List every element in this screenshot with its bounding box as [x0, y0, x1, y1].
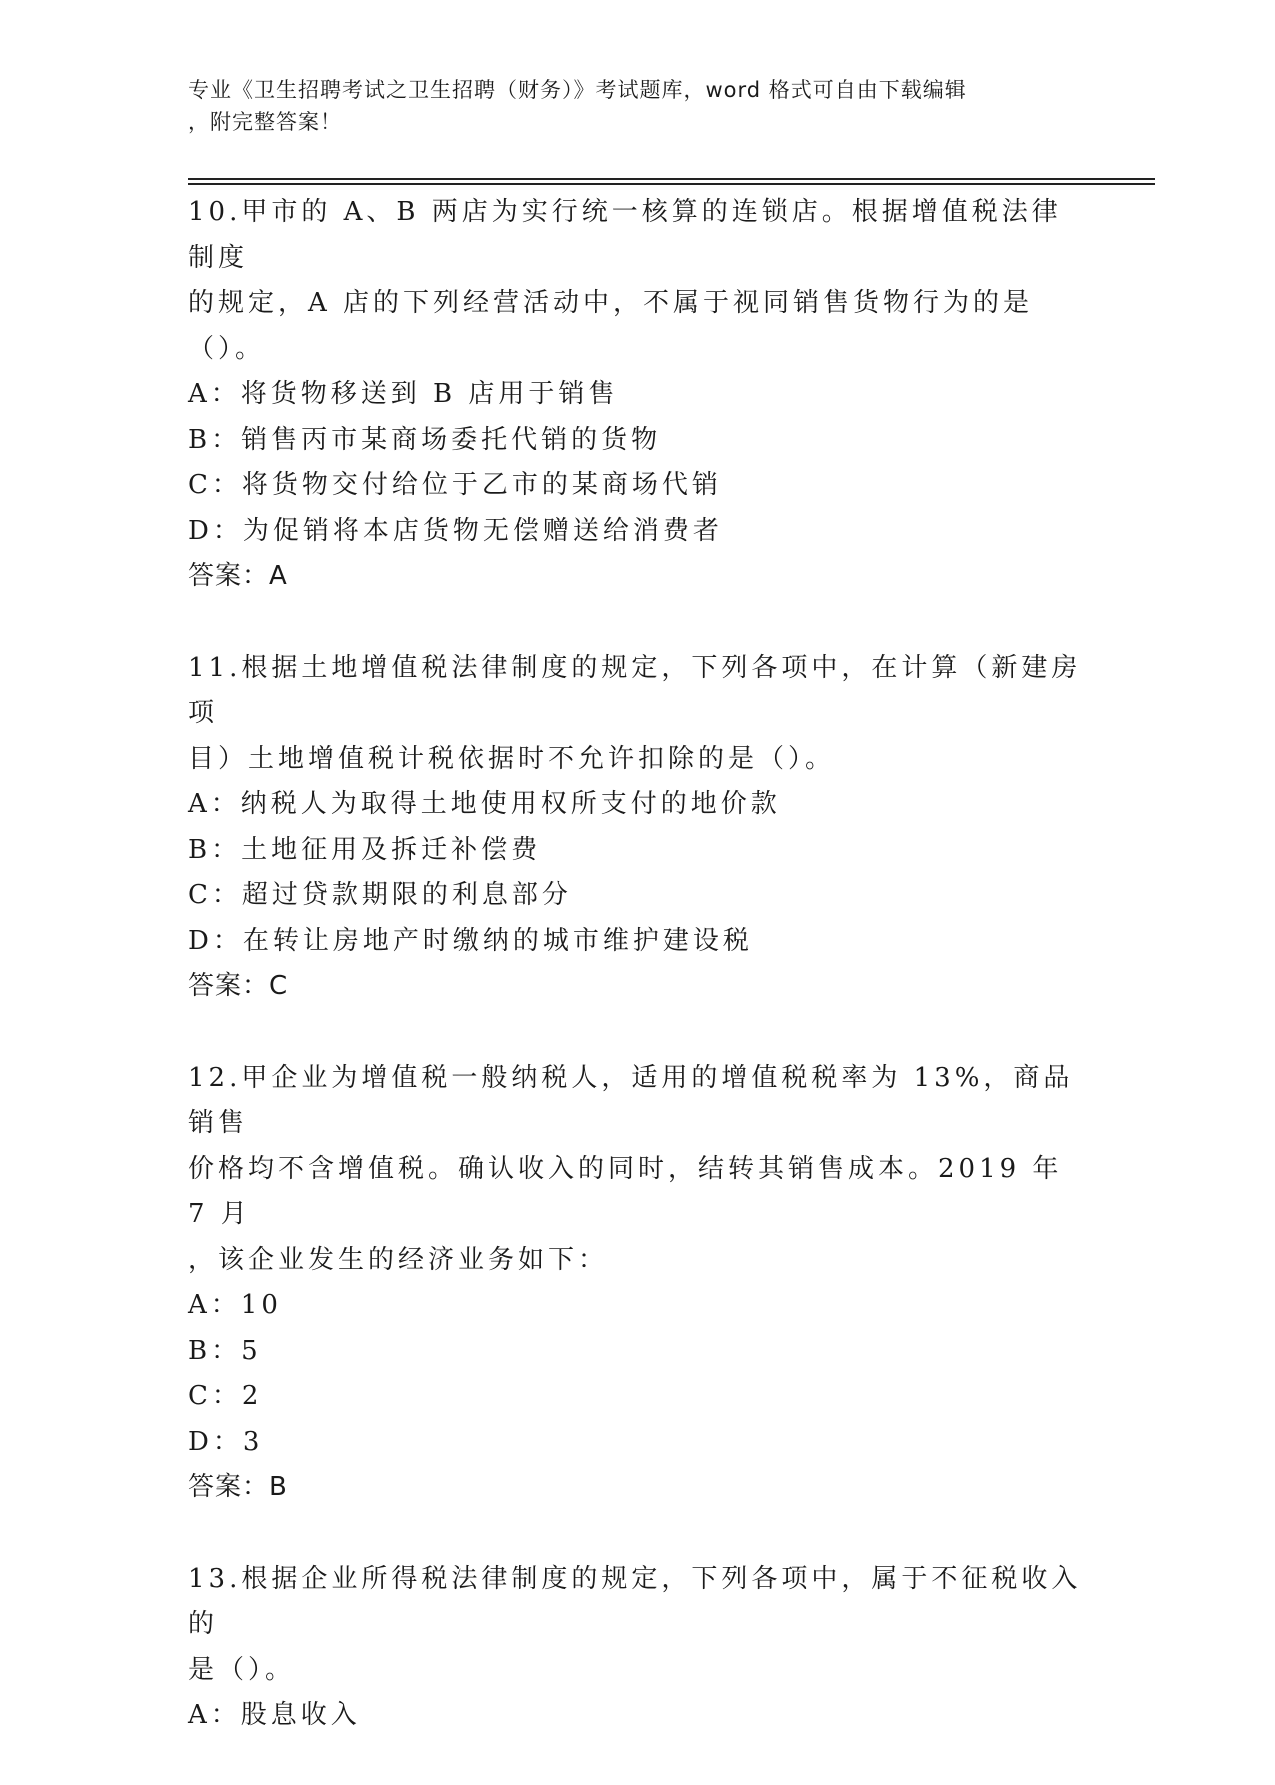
option-a: A：10	[188, 1290, 282, 1320]
option-a: A：将货物移送到 B 店用于销售	[188, 379, 619, 409]
question-stem: 13.根据企业所得税法律制度的规定，下列各项中，属于不征税收入的 是（）。	[188, 1563, 1082, 1685]
option-d: D：为促销将本店货物无偿赠送给消费者	[188, 515, 723, 546]
question-13	[188, 1557, 1088, 1739]
answer: 答案：A	[188, 561, 288, 591]
answer: 答案：C	[188, 971, 289, 1001]
question-12	[188, 1056, 1088, 1511]
option-d: D：在转让房地产时缴纳的城市维护建设税	[188, 925, 753, 956]
question-stem: 12.甲企业为增值税一般纳税人，适用的增值税税率为 13%，商品销售 价格均不含增值税。确认收入的同时，结转其销售成本。2019 年 7 月 ，该企业发生的经济业务如下：	[188, 1062, 1075, 1275]
answer: 答案：B	[188, 1472, 288, 1502]
option-d: D：3	[188, 1426, 264, 1457]
option-c: C：2	[188, 1381, 263, 1411]
question-stem: 10.甲市的 A、B 两店为实行统一核算的连锁店。根据增值税法律制度 的规定，A 店的下列经营活动中，不属于视同销售货物行为的是（）。	[188, 197, 1062, 364]
question-10	[188, 190, 1088, 600]
option-c: C：将货物交付给位于乙市的某商场代销	[188, 470, 722, 500]
header-divider-bottom	[188, 183, 1155, 185]
option-b: B：5	[188, 1335, 262, 1366]
header-line-1: 专业《卫生招聘考试之卫生招聘（财务）》考试题库，word 格式可自由下载编辑	[188, 78, 967, 102]
header-divider-top	[188, 178, 1155, 180]
option-b: B：销售丙市某商场委托代销的货物	[188, 424, 662, 455]
header-line-2: ，附完整答案！	[188, 110, 342, 134]
option-a: A：股息收入	[188, 1700, 361, 1730]
option-a: A：纳税人为取得土地使用权所支付的地价款	[188, 789, 781, 819]
question-list	[188, 190, 1088, 1785]
question-stem: 11.根据土地增值税法律制度的规定，下列各项中，在计算（新建房项 目）土地增值税计税依据时不允许扣除的是（）。	[188, 652, 1082, 774]
option-c: C：超过贷款期限的利息部分	[188, 880, 572, 910]
option-b: B：土地征用及拆迁补偿费	[188, 834, 542, 865]
document-header	[188, 74, 1068, 138]
question-11	[188, 646, 1088, 1010]
